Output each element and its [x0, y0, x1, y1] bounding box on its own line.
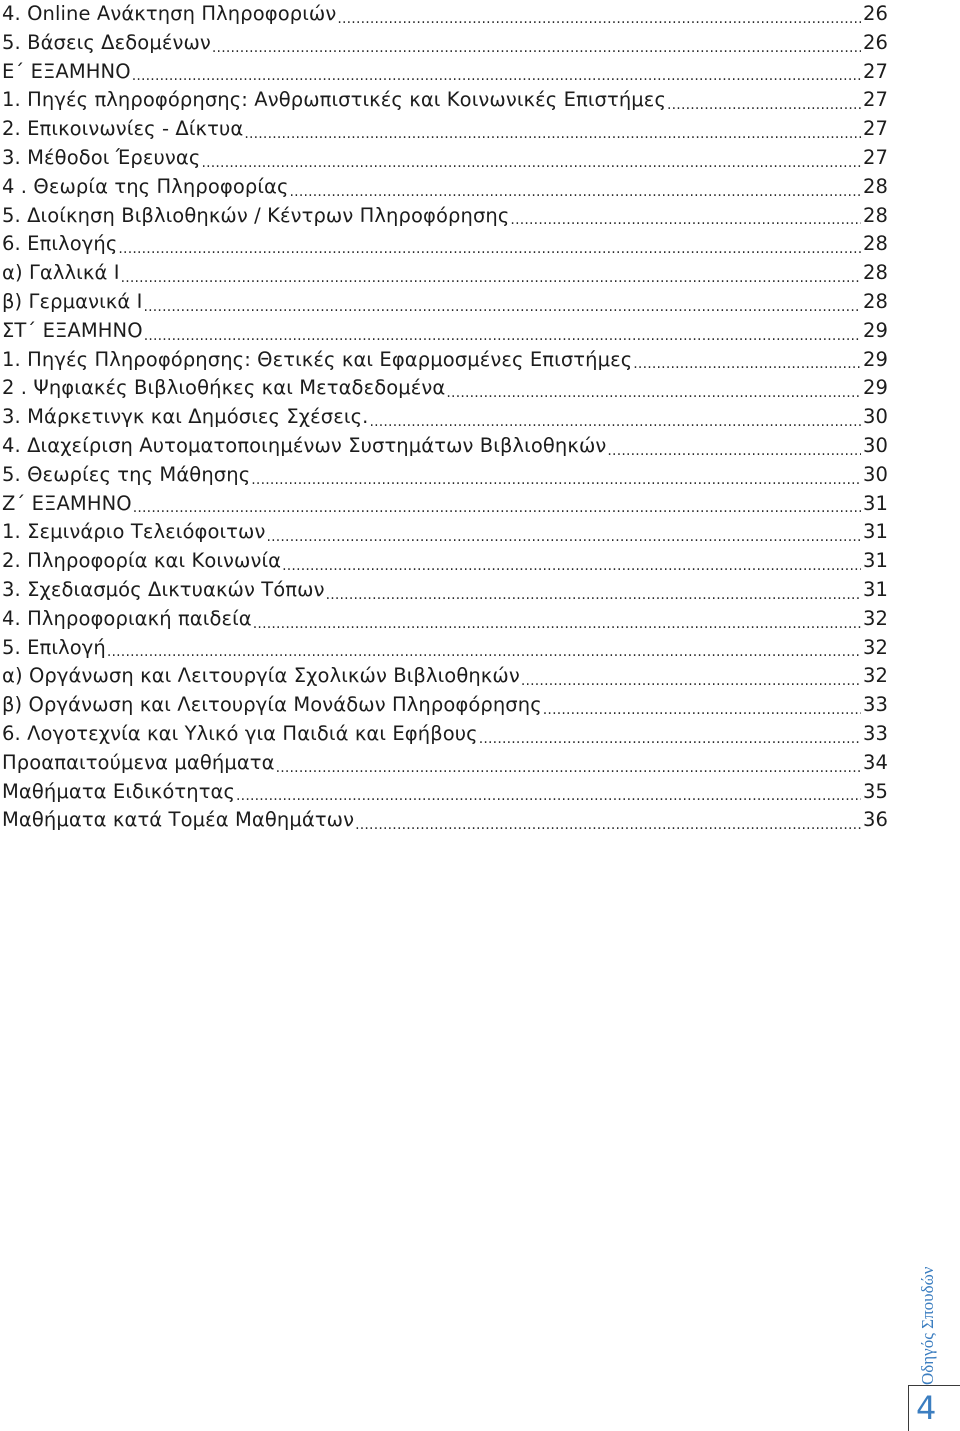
toc-entry-title: 4. Διαχείριση Αυτοματοποιημένων Συστημάτων Βιβλιοθηκών [2, 433, 607, 457]
toc-entry-title: 3. Σχεδιασμός Δικτυακών Τόπων [2, 577, 325, 601]
toc-entry-title: Μαθήματα Ειδικότητας [2, 779, 236, 803]
toc-dot-leader [250, 461, 861, 490]
toc-entry-page: 32 [862, 606, 888, 630]
toc-dot-leader [235, 778, 861, 807]
toc-entry-title: 3. Μέθοδοι Έρευνας [2, 145, 201, 169]
toc-entry[interactable] [0, 144, 888, 173]
toc-entry-page: 31 [862, 549, 888, 573]
toc-entry-page: 26 [862, 30, 888, 54]
toc-entry[interactable] [0, 749, 888, 778]
toc-dot-leader [606, 432, 861, 461]
toc-entry-page: 36 [862, 808, 888, 832]
toc-dot-leader [275, 749, 861, 778]
toc-entry-page: 34 [862, 750, 888, 774]
toc-entry-title: 2 . Ψηφιακές Βιβλιοθήκες και Μεταδεδομένα [2, 376, 446, 400]
footer-horizontal-rule [908, 1385, 960, 1386]
toc-entry-page: 31 [862, 577, 888, 601]
toc-entry-title: 6. Επιλογής [2, 232, 118, 256]
toc-entry-title: 1. Πηγές πληροφόρησης: Ανθρωπιστικές και Κοινωνικές Επιστήμες [2, 88, 666, 112]
toc-entry-page: 28 [862, 203, 888, 227]
toc-entry-page: 30 [862, 462, 888, 486]
toc-entry-title: 1. Σεμινάριο Τελειόφοιτων [2, 520, 266, 544]
toc-entry-title: ΣΤ΄ ΕΞΑΜΗΝΟ [2, 318, 143, 342]
toc-entry-page: 33 [862, 721, 888, 745]
toc-entry-page: 27 [862, 88, 888, 112]
toc-dot-leader [243, 115, 861, 144]
toc-dot-leader [478, 720, 861, 749]
toc-entry-page: 30 [862, 433, 888, 457]
toc-entry[interactable] [0, 432, 888, 461]
toc-entry[interactable] [0, 778, 888, 807]
toc-entry-title: 4 . Θεωρία της Πληροφορίας [2, 174, 289, 198]
toc-entry-title: Μαθήματα κατά Τομέα Μαθημάτων [2, 808, 355, 832]
toc-dot-leader [143, 317, 861, 346]
toc-entry[interactable] [0, 691, 888, 720]
toc-entry-title: α) Οργάνωση και Λειτουργία Σχολικών Βιβλιοθηκών [2, 664, 520, 688]
toc-dot-leader [265, 518, 861, 547]
toc-entry-title: 2. Επικοινωνίες - Δίκτυα [2, 117, 244, 141]
toc-dot-leader [520, 662, 861, 691]
toc-entry-page: 31 [862, 520, 888, 544]
toc-entry[interactable] [0, 720, 888, 749]
toc-entry-title: 5. Βάσεις Δεδομένων [2, 30, 211, 54]
toc-dot-leader [445, 374, 861, 403]
toc-dot-leader [354, 806, 861, 835]
toc-entry-title: Ζ΄ ΕΞΑΜΗΝΟ [2, 491, 132, 515]
toc-entry-page: 29 [862, 376, 888, 400]
toc-entry[interactable] [0, 202, 888, 231]
toc-dot-leader [106, 634, 861, 663]
toc-entry[interactable] [0, 230, 888, 259]
toc-entry[interactable] [0, 259, 888, 288]
toc-entry-page: 33 [862, 693, 888, 717]
toc-dot-leader [142, 288, 861, 317]
toc-dot-leader [211, 29, 861, 58]
toc-entry[interactable] [0, 518, 888, 547]
toc-entry-page: 28 [862, 261, 888, 285]
toc-dot-leader [117, 230, 861, 259]
toc-entry[interactable] [0, 86, 888, 115]
toc-entry-title: 3. Μάρκετινγκ και Δημόσιες Σχέσεις. [2, 405, 369, 429]
toc-entry-title: 4. Online Ανάκτηση Πληροφοριών [2, 2, 337, 25]
toc-entry[interactable] [0, 806, 888, 835]
toc-entry[interactable] [0, 461, 888, 490]
toc-entry[interactable] [0, 634, 888, 663]
toc-dot-leader [325, 576, 861, 605]
toc-entry-title: 5. Διοίκηση Βιβλιοθηκών / Κέντρων Πληροφόρησης [2, 203, 510, 227]
toc-entry[interactable] [0, 115, 888, 144]
toc-entry[interactable] [0, 346, 888, 375]
page-number: 4 [916, 1389, 937, 1427]
toc-entry[interactable] [0, 662, 888, 691]
toc-entry-page: 27 [862, 59, 888, 83]
toc-entry-title: 5. Επιλογή [2, 635, 106, 659]
toc-entry-title: β) Οργάνωση και Λειτουργία Μονάδων Πληροφόρησης [2, 693, 542, 717]
toc-dot-leader [336, 0, 861, 29]
toc-entry[interactable] [0, 288, 888, 317]
toc-dot-leader [131, 58, 861, 87]
toc-entry[interactable] [0, 173, 888, 202]
toc-entry-title: 2. Πληροφορία και Κοινωνία [2, 549, 282, 573]
toc-entry-page: 31 [862, 491, 888, 515]
toc-entry-title: 5. Θεωρίες της Μάθησης [2, 462, 251, 486]
toc-dot-leader [132, 490, 861, 519]
toc-dot-leader [200, 144, 861, 173]
toc-entry-page: 35 [862, 779, 888, 803]
toc-entry[interactable] [0, 490, 888, 519]
toc-entry-title: 1. Πηγές Πληροφόρησης: Θετικές και Εφαρμοσμένες Επιστήμες [2, 347, 633, 371]
toc-entry[interactable] [0, 317, 888, 346]
toc-entry-page: 27 [862, 145, 888, 169]
toc-entry-page: 26 [862, 2, 888, 25]
toc-entry[interactable] [0, 29, 888, 58]
toc-entry-page: 28 [862, 289, 888, 313]
toc-dot-leader [120, 259, 861, 288]
toc-entry[interactable] [0, 0, 888, 29]
toc-entry-page: 28 [862, 232, 888, 256]
toc-entry-page: 29 [862, 318, 888, 342]
toc-dot-leader [289, 173, 861, 202]
toc-dot-leader [509, 202, 861, 231]
toc-entry-title: 4. Πληροφοριακή παιδεία [2, 606, 252, 630]
toc-entry-page: 30 [862, 405, 888, 429]
toc-dot-leader [368, 403, 861, 432]
toc-entry-page: 27 [862, 117, 888, 141]
toc-dot-leader [666, 86, 861, 115]
toc-entry[interactable] [0, 547, 888, 576]
toc-dot-leader [632, 346, 861, 375]
toc-dot-leader [252, 605, 861, 634]
toc-entry-page: 28 [862, 174, 888, 198]
toc-entry-page: 32 [862, 664, 888, 688]
toc-entry-title: α) Γαλλικά Ι [2, 261, 120, 285]
toc-entry-title: Προαπαιτούμενα μαθήματα [2, 750, 275, 774]
guide-title: Οδηγός Σπουδών [918, 1266, 937, 1385]
toc-entry-title: 6. Λογοτεχνία και Υλικό για Παιδιά και Εφήβους [2, 721, 478, 745]
toc-entry[interactable] [0, 576, 888, 605]
toc-entry-page: 32 [862, 635, 888, 659]
toc-entry-page: 29 [862, 347, 888, 371]
toc-entry-title: β) Γερμανικά Ι [2, 289, 143, 313]
toc-entry[interactable] [0, 374, 888, 403]
toc-dot-leader [542, 691, 861, 720]
toc-entry[interactable] [0, 605, 888, 634]
toc-dot-leader [281, 547, 861, 576]
footer-vertical-rule [908, 1385, 909, 1431]
toc-entry[interactable] [0, 403, 888, 432]
toc-entry-title: Ε΄ ΕΞΑΜΗΝΟ [2, 59, 131, 83]
toc-entry[interactable] [0, 58, 888, 87]
